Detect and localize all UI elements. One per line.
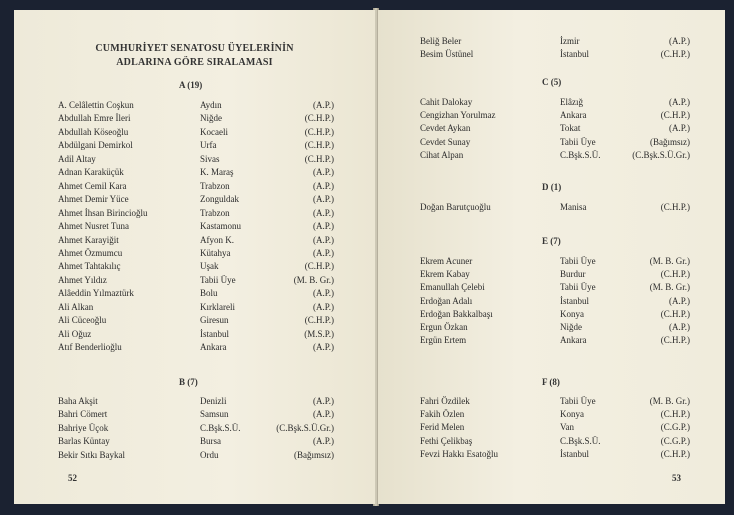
senator-province: K. Maraş	[200, 167, 234, 178]
senator-name: Ahmet Demir Yüce	[58, 194, 129, 205]
senator-name: Alâeddin Yılmaztürk	[58, 288, 134, 299]
senator-party: (C.G.P.)	[660, 435, 690, 446]
senator-row	[14, 126, 375, 138]
senator-province: İstanbul	[560, 49, 589, 60]
senator-row	[378, 149, 725, 161]
senator-name: Ergun Özkan	[420, 322, 468, 332]
senator-province: Trabzon	[200, 207, 230, 218]
senator-name: Cevdet Aykan	[420, 123, 471, 134]
senator-row	[14, 408, 375, 420]
senator-province: İstanbul	[200, 328, 229, 339]
senator-row	[378, 136, 725, 148]
senator-party: (A.P.)	[668, 97, 690, 107]
senator-row	[378, 255, 725, 267]
senator-party: (M. B. Gr.)	[293, 274, 334, 285]
senator-province: İstanbul	[560, 295, 589, 306]
senator-row	[378, 308, 725, 320]
senator-name: Cevdet Sunay	[420, 136, 471, 147]
senator-party: (C.H.P.)	[660, 269, 690, 280]
senator-party: (A.P.)	[312, 301, 334, 312]
senator-name: Ahmet Nusret Tuna	[58, 221, 130, 232]
senator-row	[378, 395, 725, 407]
senator-province: C.Bşk.S.Ü.	[560, 435, 601, 446]
senator-party: (A.P.)	[312, 436, 334, 447]
senator-party: (A.P.)	[312, 247, 334, 258]
senator-name: Ahmet Tahtakılıç	[58, 261, 121, 272]
senator-province: Uşak	[200, 261, 219, 272]
senator-row	[14, 260, 375, 272]
senator-party: (Bağımsız)	[650, 136, 690, 147]
senator-province: Afyon K.	[200, 234, 234, 245]
senator-party: (A.P.)	[312, 167, 334, 178]
senator-row	[378, 295, 725, 307]
senator-row	[14, 422, 375, 434]
senator-province: Sivas	[200, 153, 220, 164]
senator-province: Niğde	[200, 113, 222, 124]
senator-name: Ferid Melen	[420, 422, 465, 433]
senator-party: (C.H.P.)	[304, 153, 334, 164]
senator-name: Emanullah Çelebi	[420, 282, 485, 293]
senator-party: (A.P.)	[312, 234, 334, 245]
senator-province: Tabii Üye	[200, 274, 236, 285]
senator-name: Ali Cüceoğlu	[58, 315, 107, 326]
senator-row	[378, 48, 725, 60]
right-page	[378, 10, 725, 504]
senator-party: (A.P.)	[312, 194, 334, 205]
senator-party: (C.H.P.)	[304, 126, 334, 137]
senator-province: C.Bşk.S.Ü.	[560, 149, 601, 160]
senator-province: Tabii Üye	[560, 136, 596, 147]
senator-province: Bolu	[200, 288, 218, 299]
senator-name: Ergün Ertem	[420, 335, 467, 346]
senator-row	[14, 301, 375, 313]
senator-party: (A.P.)	[312, 288, 334, 299]
senator-province: Elâzığ	[560, 97, 583, 107]
senator-name: Ahmet Özmumcu	[58, 247, 123, 258]
senator-name: Erdoğan Bakkalbaşı	[420, 308, 493, 319]
senator-province: Ankara	[200, 342, 227, 353]
senator-province: Konya	[560, 409, 584, 420]
senator-name: Ahmet Cemil Kara	[58, 180, 127, 191]
senator-party: (M. B. Gr.)	[649, 396, 690, 406]
senator-province: Tabii Üye	[560, 282, 596, 293]
senator-party: (A.P.)	[312, 342, 334, 353]
senator-province: Burdur	[560, 269, 586, 280]
page-number: 53	[672, 473, 681, 483]
senator-province: Kırklareli	[200, 301, 235, 312]
senator-row	[14, 234, 375, 246]
section-heading: C (5)	[542, 77, 562, 87]
senator-province: İstanbul	[560, 448, 589, 459]
senator-party: (C.H.P.)	[304, 113, 334, 124]
senator-party: (C.G.P.)	[660, 422, 690, 433]
senator-row	[14, 247, 375, 259]
senator-name: Bahri Cömert	[58, 409, 108, 420]
senator-province: Trabzon	[200, 180, 230, 191]
senator-name: Besim Üstünel	[420, 49, 474, 60]
senator-province: Tabii Üye	[560, 256, 596, 266]
senator-name: Fethi Çelikbaş	[420, 435, 473, 446]
senator-party: (M.S.P.)	[304, 328, 334, 339]
senator-province: Bursa	[200, 436, 221, 447]
senator-row	[14, 287, 375, 299]
senator-province: Aydın	[200, 100, 222, 110]
senator-row	[378, 35, 725, 47]
senator-row	[378, 268, 725, 280]
senator-party: (A.P.)	[312, 180, 334, 191]
senator-party: (M. B. Gr.)	[649, 282, 690, 293]
senator-party: (A.P.)	[668, 123, 690, 134]
senator-row	[378, 281, 725, 293]
senator-name: Doğan Barutçuoğlu	[420, 202, 491, 212]
section-heading: B (7)	[179, 377, 198, 387]
senator-province: Kocaeli	[200, 126, 228, 137]
page-title-line2: ADLARINA GÖRE SIRALAMASI	[116, 57, 273, 68]
senator-province: Giresun	[200, 315, 229, 326]
senator-party: (A.P.)	[312, 409, 334, 420]
senator-row	[378, 408, 725, 420]
senator-province: Zonguldak	[200, 194, 239, 205]
senator-party: (C.Bşk.S.Ü.Gr.)	[632, 149, 690, 160]
senator-province: Samsun	[200, 409, 229, 420]
senator-party: (A.P.)	[312, 396, 334, 406]
senator-name: Bahriye Üçok	[58, 422, 109, 433]
senator-province: Van	[560, 422, 574, 433]
senator-province: Manisa	[560, 202, 587, 212]
senator-party: (C.H.P.)	[304, 261, 334, 272]
senator-party: (C.H.P.)	[660, 335, 690, 346]
senator-row	[14, 395, 375, 407]
section-heading: E (7)	[542, 236, 561, 246]
senator-row	[378, 122, 725, 134]
senator-row	[14, 435, 375, 447]
senator-row	[378, 435, 725, 447]
senator-province: Ordu	[200, 449, 219, 460]
senator-province: Ankara	[560, 110, 587, 121]
senator-name: Abdülgani Demirkol	[58, 140, 133, 151]
senator-party: (A.P.)	[312, 221, 334, 232]
senator-name: Ekrem Acuner	[420, 256, 473, 266]
senator-name: Ahmet Yıldız	[58, 274, 107, 285]
senator-name: Ahmet Karayiğit	[58, 234, 119, 245]
senator-province: Ankara	[560, 335, 587, 346]
senator-name: A. Celâlettin Coşkun	[58, 100, 134, 110]
senator-party: (C.Bşk.S.Ü.Gr.)	[276, 422, 334, 433]
senator-row	[14, 166, 375, 178]
senator-party: (C.H.P.)	[660, 308, 690, 319]
senator-row	[14, 220, 375, 232]
senator-name: Beliğ Beler	[420, 36, 462, 46]
senator-row	[14, 274, 375, 286]
senator-party: (A.P.)	[668, 322, 690, 332]
senator-party: (C.H.P.)	[660, 202, 690, 212]
senator-row	[14, 207, 375, 219]
senator-name: Barlas Küntay	[58, 436, 110, 447]
senator-province: Tokat	[560, 123, 581, 134]
senator-row	[14, 180, 375, 192]
section-heading: A (19)	[179, 80, 203, 90]
senator-row	[14, 449, 375, 461]
senator-province: Konya	[560, 308, 584, 319]
senator-party: (C.H.P.)	[660, 409, 690, 420]
senator-party: (Bağımsız)	[294, 449, 334, 460]
senator-row	[14, 139, 375, 151]
senator-province: Niğde	[560, 322, 582, 332]
senator-name: Atıf Benderlioğlu	[58, 342, 122, 353]
senator-province: C.Bşk.S.Ü.	[200, 422, 241, 433]
senator-name: Erdoğan Adalı	[420, 295, 473, 306]
senator-party: (A.P.)	[312, 100, 334, 110]
senator-party: (C.H.P.)	[660, 49, 690, 60]
senator-name: Ali Alkan	[58, 301, 94, 312]
senator-name: Abdullah Köseoğlu	[58, 126, 129, 137]
senator-name: Ali Oğuz	[58, 328, 92, 339]
senator-province: Kastamonu	[200, 221, 241, 232]
senator-row	[378, 448, 725, 460]
page-number: 52	[68, 473, 77, 483]
senator-name: Fakih Özlen	[420, 409, 465, 420]
senator-row	[378, 109, 725, 121]
senator-row	[378, 321, 725, 333]
senator-province: İzmir	[560, 36, 580, 46]
senator-row	[14, 341, 375, 353]
senator-party: (C.H.P.)	[304, 315, 334, 326]
senator-name: Baha Akşit	[58, 396, 98, 406]
senator-row	[14, 153, 375, 165]
senator-name: Fevzi Hakkı Esatoğlu	[420, 448, 498, 459]
senator-party: (C.H.P.)	[660, 448, 690, 459]
senator-name: Adil Altay	[58, 153, 96, 164]
senator-row	[378, 421, 725, 433]
senator-row	[378, 334, 725, 346]
senator-name: Ahmet İhsan Birincioğlu	[58, 207, 148, 218]
senator-party: (C.H.P.)	[304, 140, 334, 151]
senator-province: Urfa	[200, 140, 217, 151]
senator-row	[14, 314, 375, 326]
senator-name: Cahit Dalokay	[420, 97, 473, 107]
senator-province: Kütahya	[200, 247, 231, 258]
senator-row	[14, 193, 375, 205]
senator-row	[14, 99, 375, 111]
senator-party: (A.P.)	[668, 295, 690, 306]
senator-province: Tabii Üye	[560, 396, 596, 406]
senator-name: Cihat Alpan	[420, 149, 464, 160]
senator-party: (A.P.)	[312, 207, 334, 218]
page-title-line1: CUMHURİYET SENATOSU ÜYELERİNİN	[95, 43, 294, 54]
senator-row	[14, 112, 375, 124]
senator-name: Ekrem Kabay	[420, 269, 470, 280]
senator-row	[378, 201, 725, 213]
senator-row	[378, 96, 725, 108]
senator-name: Cengizhan Yorulmaz	[420, 110, 496, 121]
senator-province: Denizli	[200, 396, 227, 406]
senator-name: Fahri Özdilek	[420, 396, 470, 406]
senator-name: Adnan Karaküçük	[58, 167, 124, 178]
senator-name: Abdullah Emre İleri	[58, 113, 131, 124]
senator-row	[14, 328, 375, 340]
left-page	[14, 10, 375, 504]
section-heading: F (8)	[542, 377, 560, 387]
senator-name: Bekir Sıtkı Baykal	[58, 449, 125, 460]
senator-party: (M. B. Gr.)	[649, 256, 690, 266]
senator-party: (C.H.P.)	[660, 110, 690, 121]
senator-party: (A.P.)	[668, 36, 690, 46]
section-heading: D (1)	[542, 182, 562, 192]
